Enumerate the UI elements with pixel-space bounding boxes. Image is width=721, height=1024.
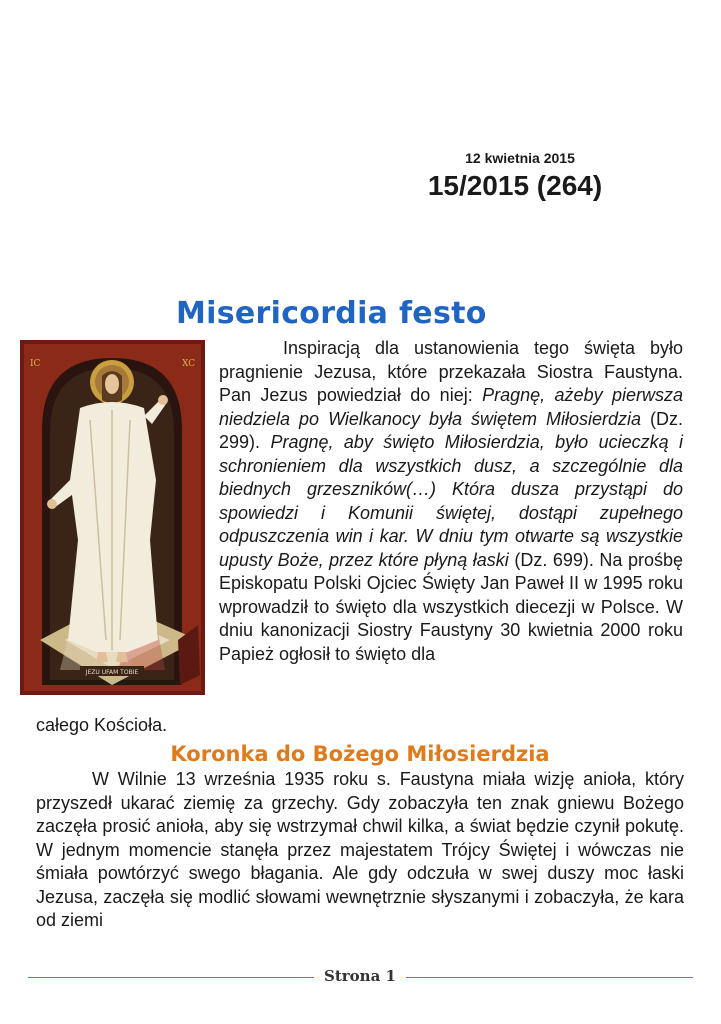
svg-text:IC: IC [30,359,41,369]
divine-mercy-icon-image [20,340,205,695]
svg-text:XC: XC [182,359,196,369]
issue-number: 15/2015 (264) [427,170,603,201]
svg-text:JEZU UFAM TOBIE: JEZU UFAM TOBIE [85,669,139,676]
page-number: Strona 1 [324,967,396,985]
article-title: Misericordia festo [176,296,487,331]
article-body-tail: całego Kościoła. [36,715,168,735]
body-text-segment: Inspiracją dla ustanowienia tego święta było pragnienie Jezusa, które przekazała Siostra Faustyna. Pan Jezus powiedział do niej: [219,338,683,405]
article-body-paragraph [219,337,683,666]
footer-rule-right [406,977,693,978]
footer-rule-left [28,977,314,978]
citation-text-segment: (Dz. 299). [219,408,683,452]
section-body-paragraph: W Wilnie 13 września 1935 roku s. Faustyna miała wizję anioła, który przyszedł ukarać ziemię za grzechy. Gdy zobaczyła ten znak gniewu Bożego zaczęła prosić anioła, aby się wstrzymał chwil kilka, a świat będzie czynił pokutę. W jednym momencie stanęła przez majestatem Trójcy Świętej i wówczas nie śmiała powtórzyć swego błagania. Ale gdy odczuła w swej duszy moc łaski Jezusa, zaczęła się modlić słowami wewnętrznie słyszanymi i zobaczyła, że kara od ziemi [36,769,684,930]
quote-text-segment: Pragnę, aby święto Miłosierdzia, było ucieczką i schronieniem dla wszystkich dusz, a szczególnie dla biednych grzeszników(…) Która dusza przystąpi do spowiedzi i Komunii świętej, dostąpi zupełnego odpuszczenia win i kar. W dniu tym otwarte są wszystkie upusty Boże, przez które płyną łaski [219,432,684,570]
quote-text-segment: Pragnę, ażeby pierwsza niedziela po Wielkanocy była świętem Miłosierdzia [219,385,683,429]
issue-date: 12 kwietnia 2015 [465,150,575,166]
section-title: Koronka do Bożego Miłosierdzia [170,742,550,766]
body-text-segment: (Dz. 699). Na prośbę Episkopatu Polski Ojciec Święty Jan Paweł II w 1995 roku wprowadził to święto dla wszystkich diecezji w Polsce. W dniu kanonizacji Siostry Faustyny 30 kwietnia 2000 roku Papież ogłosił to święto dla [219,549,683,664]
